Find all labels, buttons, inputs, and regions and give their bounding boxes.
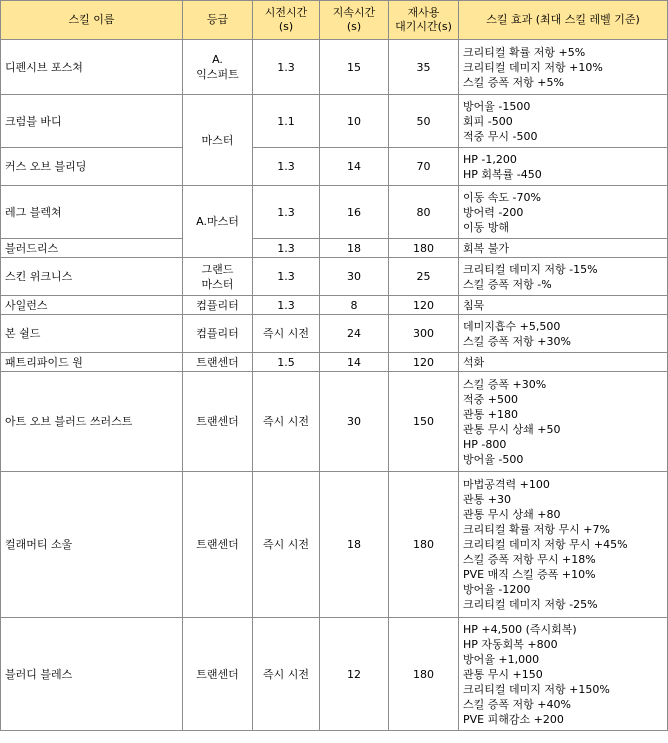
skill-name: 패트리파이드 원 <box>1 353 183 372</box>
skill-duration: 30 <box>320 372 389 472</box>
skill-grade: 컴플리터 <box>183 315 253 353</box>
skill-duration: 18 <box>320 239 389 258</box>
skill-duration: 16 <box>320 186 389 239</box>
skill-effect <box>459 258 668 296</box>
skill-effect <box>459 296 668 315</box>
skill-cooldown: 120 <box>389 296 459 315</box>
skill-duration: 14 <box>320 148 389 186</box>
skill-name: 레그 블렉쳐 <box>1 186 183 239</box>
skill-duration: 12 <box>320 618 389 731</box>
skill-cast-time: 1.3 <box>253 258 320 296</box>
effect-line: 적중 무시 -500 <box>463 129 538 143</box>
effect-line: 스킬 증폭 저항 +40% <box>463 697 571 711</box>
effect-line: 크리티컬 데미지 저항 -25% <box>463 598 598 611</box>
skill-cooldown: 120 <box>389 353 459 372</box>
skill-name: 커스 오브 블리딩 <box>1 148 183 186</box>
skill-effect <box>459 353 668 372</box>
skill-name: 블러드리스 <box>1 239 183 258</box>
header-duration: 지속시간 (s) <box>320 1 389 40</box>
skill-name: 스킨 위크니스 <box>1 258 183 296</box>
header-grade: 등급 <box>183 1 253 40</box>
effect-line: 크리티컬 데미지 저항 +150% <box>463 682 610 696</box>
skill-grade: 마스터 <box>183 95 253 186</box>
table-row <box>1 353 668 372</box>
table-row <box>1 296 668 315</box>
effect-line: 침묵 <box>463 298 485 312</box>
header-cooldown: 재사용 대기시간(s) <box>389 1 459 40</box>
effect-line: HP -1,200 <box>463 152 517 166</box>
skill-grade: 그랜드 마스터 <box>183 258 253 296</box>
skill-name: 크럼블 바디 <box>1 95 183 148</box>
table-row <box>1 40 668 95</box>
skill-duration: 10 <box>320 95 389 148</box>
skill-cooldown: 180 <box>389 618 459 731</box>
table-row <box>1 186 668 239</box>
skill-grade: 트랜센더 <box>183 472 253 618</box>
skill-cast-time: 1.3 <box>253 40 320 95</box>
effect-line: 스킬 증폭 +30% <box>463 377 547 391</box>
skill-cooldown: 35 <box>389 40 459 95</box>
skill-cooldown: 180 <box>389 239 459 258</box>
effect-line: 크리티컬 확률 저항 +5% <box>463 45 586 59</box>
skill-cast-time: 1.5 <box>253 353 320 372</box>
skill-cast-time: 1.3 <box>253 148 320 186</box>
skill-duration: 8 <box>320 296 389 315</box>
effect-line: HP 자동회복 +800 <box>463 637 558 651</box>
table-row <box>1 239 668 258</box>
effect-line: PVE 피해감소 +200 <box>463 712 564 726</box>
effect-line: HP 회복률 -450 <box>463 167 542 181</box>
skill-effect <box>459 95 668 148</box>
table-row <box>1 618 668 731</box>
skill-cooldown: 25 <box>389 258 459 296</box>
skill-grade: A.마스터 <box>183 186 253 258</box>
effect-line: 관통 +30 <box>463 493 511 506</box>
table-row <box>1 148 668 186</box>
effect-line: 크리티컬 데미지 저항 무시 +45% <box>463 538 628 551</box>
skill-grade: 컴플리터 <box>183 296 253 315</box>
table-row <box>1 472 668 618</box>
effect-line: 석화 <box>463 355 485 369</box>
skill-cast-time: 1.1 <box>253 95 320 148</box>
effect-line: 스킬 증폭 저항 무시 +18% <box>463 553 596 566</box>
table-row <box>1 95 668 148</box>
skill-duration: 18 <box>320 472 389 618</box>
table-row <box>1 258 668 296</box>
skill-duration: 30 <box>320 258 389 296</box>
effect-line: 스킬 증폭 저항 +30% <box>463 334 571 348</box>
effect-line: 방어력 -200 <box>463 205 524 219</box>
effect-line: 이동 방해 <box>463 220 510 234</box>
skill-name: 컬래머티 소울 <box>1 472 183 618</box>
skill-grade: 트랜센더 <box>183 353 253 372</box>
effect-line: 회복 불가 <box>463 241 510 255</box>
effect-line: 관통 무시 +150 <box>463 667 543 681</box>
effect-line: 스킬 증폭 저항 -% <box>463 277 552 291</box>
effect-line: 데미지흡수 +5,500 <box>463 319 561 333</box>
skill-effect <box>459 472 668 618</box>
skill-cooldown: 150 <box>389 372 459 472</box>
skill-effect <box>459 315 668 353</box>
effect-line: 크리티컬 데미지 저항 -15% <box>463 262 598 276</box>
skill-name: 디펜시브 포스쳐 <box>1 40 183 95</box>
skill-grade: 트랜센더 <box>183 618 253 731</box>
effect-line: 스킬 증폭 저항 +5% <box>463 75 564 89</box>
skill-effect <box>459 40 668 95</box>
skill-cast-time: 즉시 시전 <box>253 472 320 618</box>
effect-line: HP -800 <box>463 437 507 451</box>
skill-cast-time: 1.3 <box>253 296 320 315</box>
skill-effect <box>459 186 668 239</box>
header-cast-time: 시전시간 (s) <box>253 1 320 40</box>
skill-cooldown: 50 <box>389 95 459 148</box>
header-row <box>1 1 668 40</box>
effect-line: HP +4,500 (즉시회복) <box>463 622 577 636</box>
effect-line: 관통 무시 상쇄 +80 <box>463 508 561 521</box>
effect-line: 이동 속도 -70% <box>463 190 541 204</box>
effect-line: 방어율 -500 <box>463 452 524 466</box>
effect-line: 관통 무시 상쇄 +50 <box>463 422 561 436</box>
skill-duration: 14 <box>320 353 389 372</box>
effect-line: PVE 매직 스킬 증폭 +10% <box>463 568 596 581</box>
header-skill-name: 스킬 이름 <box>1 1 183 40</box>
skill-cooldown: 80 <box>389 186 459 239</box>
skill-name: 아트 오브 블러드 쓰러스트 <box>1 372 183 472</box>
skill-cooldown: 180 <box>389 472 459 618</box>
skill-name: 사일런스 <box>1 296 183 315</box>
skill-name: 블러디 블레스 <box>1 618 183 731</box>
skill-cooldown: 70 <box>389 148 459 186</box>
effect-line: 회피 -500 <box>463 114 513 128</box>
skill-grade: 트랜센더 <box>183 372 253 472</box>
skill-cast-time: 1.3 <box>253 239 320 258</box>
header-skill-effect: 스킬 효과 (최대 스킬 레벨 기준) <box>459 1 668 40</box>
skill-cast-time: 즉시 시전 <box>253 372 320 472</box>
effect-line: 방어율 -1500 <box>463 99 531 113</box>
effect-line: 적중 +500 <box>463 392 518 406</box>
table-row <box>1 372 668 472</box>
skill-effect <box>459 239 668 258</box>
skill-cast-time: 1.3 <box>253 186 320 239</box>
skill-effect <box>459 372 668 472</box>
skill-grade: A. 익스퍼트 <box>183 40 253 95</box>
skill-duration: 15 <box>320 40 389 95</box>
skill-duration: 24 <box>320 315 389 353</box>
effect-line: 방어율 +1,000 <box>463 652 540 666</box>
effect-line: 크리티컬 확률 저항 무시 +7% <box>463 523 610 536</box>
skill-name: 본 쉴드 <box>1 315 183 353</box>
skill-cooldown: 300 <box>389 315 459 353</box>
effect-line: 관통 +180 <box>463 407 518 421</box>
effect-line: 마법공격력 +100 <box>463 478 550 491</box>
effect-line: 크리티컬 데미지 저항 +10% <box>463 60 603 74</box>
skill-effect <box>459 148 668 186</box>
table-row <box>1 315 668 353</box>
skill-effect <box>459 618 668 731</box>
skill-cast-time: 즉시 시전 <box>253 315 320 353</box>
effect-line: 방어율 -1200 <box>463 583 531 596</box>
skill-cast-time: 즉시 시전 <box>253 618 320 731</box>
